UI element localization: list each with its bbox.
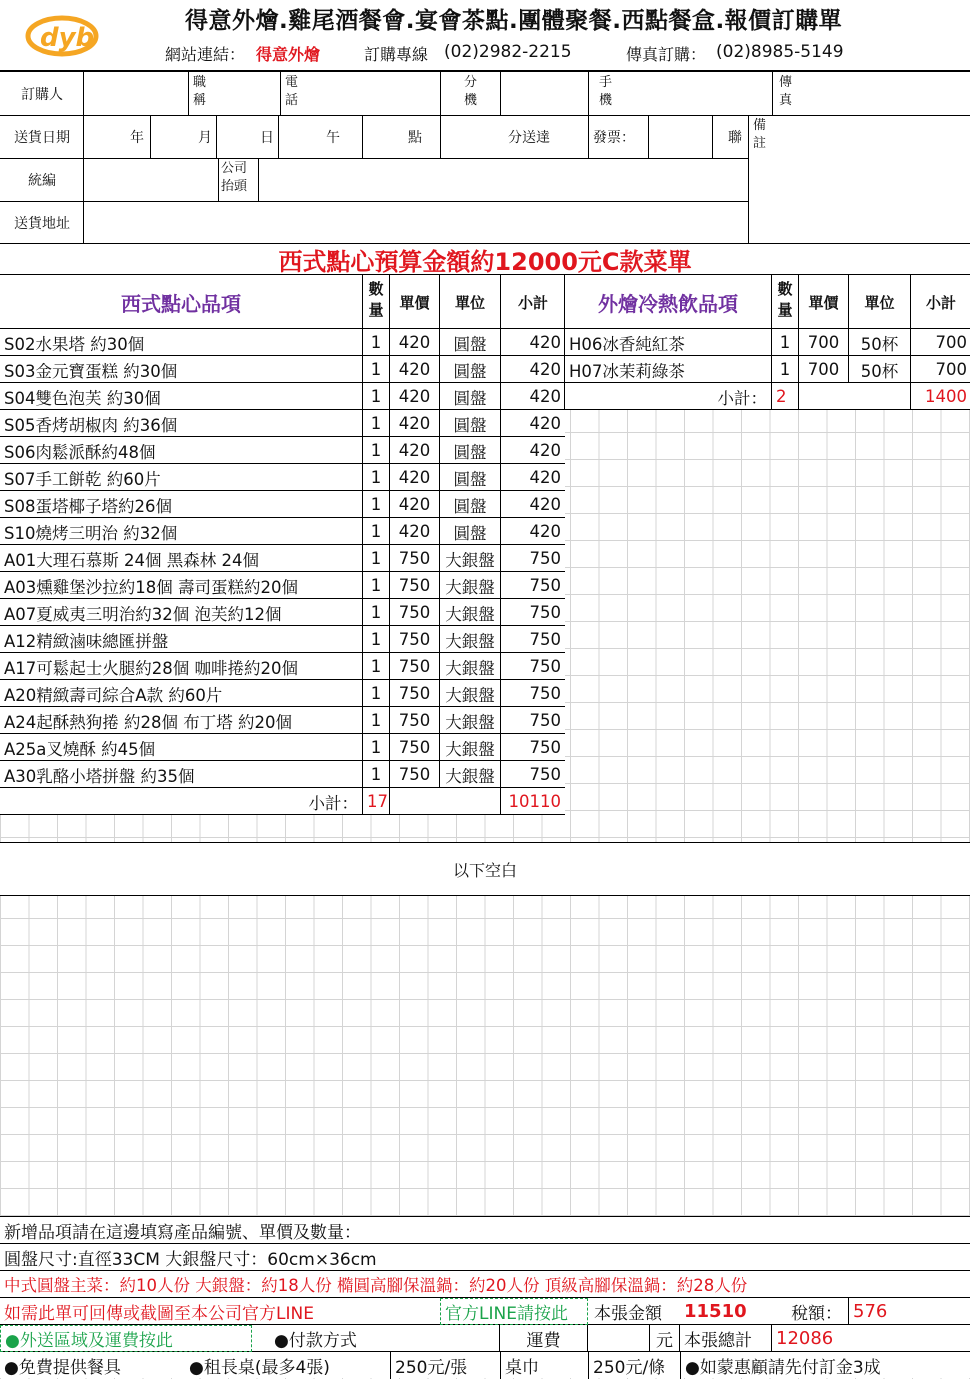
unit-cell: 大銀盤: [439, 761, 500, 788]
price-cell: 750: [389, 626, 439, 653]
subtotal-cell: 750: [500, 734, 565, 761]
qty-cell: 1: [362, 653, 389, 680]
copy-label: 聯: [712, 115, 748, 158]
table-row: [0, 734, 565, 761]
item-cell: S05香烤胡椒肉 約36個: [4, 415, 178, 435]
unit-cell: 大銀盤: [439, 734, 500, 761]
website-label: 網站連結：: [165, 45, 246, 64]
qty-cell: 1: [362, 599, 389, 626]
orderer-field[interactable]: [84, 72, 188, 115]
drink-subtotal-header: 小計: [910, 275, 970, 329]
fax-number: (02)8985-5149: [716, 42, 844, 62]
subtotal-cell: 420: [500, 464, 565, 491]
subtotal-cell: 750: [500, 761, 565, 788]
table-row: [0, 680, 565, 707]
subtotal-cell: 750: [500, 680, 565, 707]
qty-cell: 1: [362, 518, 389, 545]
unit-cell: 圓盤: [439, 329, 500, 356]
menu-title-bar: [0, 244, 970, 275]
qty-cell: 1: [362, 734, 389, 761]
price-cell: 750: [389, 599, 439, 626]
tax-label: 稅額：: [791, 1304, 842, 1324]
price-cell: 750: [389, 761, 439, 788]
fax-label: 傳真訂購：: [626, 45, 707, 64]
invoice-field[interactable]: [648, 115, 712, 158]
subtotal-row: [0, 788, 565, 815]
note-label-2: 註: [753, 136, 767, 151]
qty-cell: 1: [362, 545, 389, 572]
address-label: 送貨地址: [14, 215, 70, 232]
cloth-price: 250元/條: [588, 1352, 680, 1379]
table-row: [565, 329, 970, 356]
subtotal-value: 10110: [500, 788, 565, 815]
tax-value: 576: [848, 1298, 970, 1325]
unit-cell: 50杯: [848, 329, 910, 356]
company-field[interactable]: [258, 158, 748, 201]
unit-cell: 圓盤: [439, 410, 500, 437]
unit-cell: 圓盤: [439, 464, 500, 491]
tax-id-label: 統編: [28, 172, 56, 189]
unit-cell: 圓盤: [439, 383, 500, 410]
price-cell: 750: [389, 707, 439, 734]
item-cell: A17可鬆起士火腿約28個 咖啡捲約20個: [4, 658, 299, 678]
table-row: [0, 626, 565, 653]
qty-cell: 1: [362, 383, 389, 410]
item-cell: A07夏威夷三明治約32個 泡芙約12個: [4, 604, 282, 624]
dessert-item-header: 西式點心品項: [121, 291, 241, 316]
item-cell: S10燒烤三明治 約32個: [4, 523, 178, 543]
title-label: 職 稱: [188, 72, 218, 115]
item-cell: S03金元寶蛋糕 約30個: [4, 361, 178, 381]
plate-size-note: 圓盤尺寸:直徑33CM 大銀盤尺寸：60cm×36cm: [0, 1244, 970, 1271]
unit-cell: 50杯: [848, 356, 910, 383]
deposit-note: ●如蒙惠顧請先付訂金3成: [680, 1352, 970, 1379]
unit-cell: 圓盤: [439, 437, 500, 464]
dessert-price-header: 單價: [389, 275, 439, 329]
table-price: 250元/張: [390, 1352, 500, 1379]
month-label: 月: [150, 115, 216, 158]
item-cell: S07手工餅乾 約60片: [4, 469, 161, 489]
qty-cell: 1: [362, 572, 389, 599]
unit-cell: 大銀盤: [439, 626, 500, 653]
ampm-label: 午: [278, 115, 362, 158]
price-cell: 420: [389, 518, 439, 545]
delivery-date-label: 送貨日期: [14, 129, 70, 146]
qty-cell: 1: [362, 491, 389, 518]
item-cell: S08蛋塔椰子塔約26個: [4, 496, 172, 516]
unit-cell: 圓盤: [439, 491, 500, 518]
qty-cell: 1: [362, 329, 389, 356]
subtotal-cell: 750: [500, 626, 565, 653]
price-cell: 750: [389, 680, 439, 707]
company-label: 公司 抬頭: [218, 158, 258, 201]
footer: [0, 1216, 970, 1378]
price-cell: 420: [389, 491, 439, 518]
price-cell: 420: [389, 329, 439, 356]
table-row: [565, 356, 970, 383]
unit-cell: 大銀盤: [439, 572, 500, 599]
drink-unit-header: 單位: [848, 275, 910, 329]
price-cell: 750: [389, 545, 439, 572]
subtotal-cell: 750: [500, 599, 565, 626]
table-row: [0, 491, 565, 518]
logo-text: dyb: [40, 23, 95, 53]
subtotal-qty: 17: [362, 788, 389, 815]
price-cell: 700: [798, 356, 848, 383]
cloth-label: 桌巾: [500, 1352, 588, 1379]
tax-id-field[interactable]: [84, 158, 218, 201]
subtotal-cell: 420: [500, 437, 565, 464]
unit-cell: 大銀盤: [439, 545, 500, 572]
item-cell: A24起酥熱狗捲 約28個 布丁塔 約20個: [4, 712, 293, 732]
item-cell: H06冰香純紅茶: [569, 334, 685, 354]
amount-label: 本張金額: [594, 1304, 662, 1324]
dessert-table: [0, 275, 565, 815]
qty-cell: 1: [362, 437, 389, 464]
table-row: [0, 437, 565, 464]
menu-title: 西式點心預算金額約12000元C款菜單: [278, 247, 692, 276]
subtotal-label: 小計：: [308, 793, 358, 813]
unit-cell: 大銀盤: [439, 653, 500, 680]
free-tableware-note: ●免費提供餐具: [4, 1358, 121, 1378]
mobile-field[interactable]: [618, 72, 772, 115]
price-cell: 420: [389, 437, 439, 464]
order-line-number: (02)2982-2215: [444, 42, 572, 62]
table-row: [0, 599, 565, 626]
subtotal-row: [565, 383, 970, 410]
payment-link[interactable]: ●付款方式: [270, 1325, 500, 1352]
price-cell: 700: [798, 329, 848, 356]
price-cell: 420: [389, 356, 439, 383]
reply-line-note: 如需此單可回傳或截圖至本公司官方LINE: [4, 1304, 314, 1324]
note-label-1: 備: [753, 118, 767, 133]
item-cell: A20精緻壽司綜合A款 約60片: [4, 685, 223, 705]
qty-cell: 1: [362, 626, 389, 653]
table-row: [0, 383, 565, 410]
qty-cell: 1: [362, 356, 389, 383]
table-row: [0, 464, 565, 491]
subtotal-label: 小計：: [717, 388, 767, 408]
logo: [22, 8, 122, 60]
subtotal-qty: 2: [771, 383, 798, 410]
page-title: 得意外燴.雞尾酒餐會.宴會茶點.團體聚餐.西點餐盒.報價訂購單: [185, 8, 843, 34]
website-link[interactable]: 得意外燴: [256, 45, 321, 64]
table-row: [0, 518, 565, 545]
address-field[interactable]: [84, 201, 748, 244]
subtotal-cell: 420: [500, 518, 565, 545]
day-label: 日: [216, 115, 278, 158]
table-row: [0, 653, 565, 680]
item-cell: A03燻雞堡沙拉約18個 壽司蛋糕約20個: [4, 577, 299, 597]
qty-cell: 1: [362, 707, 389, 734]
unit-cell: 圓盤: [439, 356, 500, 383]
shipping-label: 運費: [500, 1325, 588, 1352]
dessert-qty-header: 數 量: [362, 275, 389, 329]
price-cell: 420: [389, 464, 439, 491]
add-items-note: 新增品項請在這邊填寫產品編號、單價及數量：: [0, 1217, 970, 1244]
subtotal-cell: 420: [500, 410, 565, 437]
item-cell: S04雙色泡芙 約30個: [4, 388, 161, 408]
item-cell: A01大理石慕斯 24個 黑森林 24個: [4, 550, 260, 570]
table-row: [0, 356, 565, 383]
subtotal-cell: 700: [910, 329, 970, 356]
subtotal-cell: 750: [500, 545, 565, 572]
note-area[interactable]: [748, 115, 970, 244]
rent-table-note: ●租長桌(最多4張): [189, 1358, 330, 1378]
subtotal-cell: 750: [500, 653, 565, 680]
unit-cell: 大銀盤: [439, 707, 500, 734]
yuan-label: 元: [650, 1325, 680, 1352]
table-row: [0, 761, 565, 788]
blank-notice: 以下空白: [0, 842, 970, 896]
price-cell: 420: [389, 383, 439, 410]
table-row: [0, 329, 565, 356]
item-cell: S02水果塔 約30個: [4, 334, 145, 354]
subtotal-cell: 420: [500, 329, 565, 356]
subtotal-cell: 420: [500, 356, 565, 383]
phone-field[interactable]: [310, 72, 440, 115]
drink-item-header: 外燴冷熱飲品項: [598, 291, 738, 316]
subtotal-blank: [389, 788, 500, 815]
order-line-label: 訂購專線: [364, 45, 429, 64]
dessert-subtotal-header: 小計: [500, 275, 565, 329]
drink-table: [564, 275, 970, 410]
table-row: [0, 410, 565, 437]
invoice-label: 發票：: [588, 115, 648, 158]
drink-table-header: [565, 275, 970, 329]
arrive-label: 分送達: [440, 115, 588, 158]
drink-price-header: 單價: [798, 275, 848, 329]
table-row: [0, 572, 565, 599]
subtotal-cell: 700: [910, 356, 970, 383]
hour-label: 點: [362, 115, 440, 158]
qty-cell: 1: [362, 464, 389, 491]
subtotal-cell: 420: [500, 383, 565, 410]
customer-form: [0, 70, 970, 244]
ext-label: 分 機: [440, 72, 500, 115]
line-link[interactable]: 官方LINE請按此: [440, 1298, 588, 1325]
year-label: 年: [130, 129, 144, 146]
unit-cell: 大銀盤: [439, 680, 500, 707]
ext-field[interactable]: [500, 72, 588, 115]
price-cell: 750: [389, 653, 439, 680]
dessert-unit-header: 單位: [439, 275, 500, 329]
delivery-area-link[interactable]: ●外送區域及運費按此: [0, 1325, 252, 1352]
price-cell: 750: [389, 734, 439, 761]
qty-cell: 1: [362, 761, 389, 788]
fax-field-label: 傳 真: [772, 72, 802, 115]
item-cell: S06肉鬆派酥約48個: [4, 442, 156, 462]
qty-cell: 1: [362, 410, 389, 437]
table-row: [0, 545, 565, 572]
shipping-field[interactable]: [588, 1325, 650, 1352]
subtotal-blank: [798, 383, 910, 410]
item-cell: A25a叉燒酥 約45個: [4, 739, 156, 759]
item-cell: A30乳酪小塔拼盤 約35個: [4, 766, 195, 786]
servings-note: 中式圓盤主菜：約10人份 大銀盤：約18人份 橢圓高腳保溫鍋：約20人份 頂級高腳保溫鍋：約28人份: [0, 1271, 970, 1298]
price-cell: 750: [389, 572, 439, 599]
item-cell: H07冰茉莉綠茶: [569, 361, 685, 381]
mobile-label: 手 機: [588, 72, 618, 115]
amount-value: 11510: [684, 1301, 747, 1322]
grand-total-value: 12086: [776, 1328, 834, 1349]
qty-cell: 1: [362, 680, 389, 707]
phone-label: 電 話: [280, 72, 310, 115]
subtotal-cell: 420: [500, 491, 565, 518]
item-cell: A12精緻滷味總匯拼盤: [4, 631, 169, 651]
fax-field[interactable]: [802, 72, 970, 115]
subtotal-cell: 750: [500, 572, 565, 599]
title-field[interactable]: [218, 72, 280, 115]
unit-cell: 大銀盤: [439, 599, 500, 626]
price-cell: 420: [389, 410, 439, 437]
header: [0, 0, 970, 70]
grand-total-label: 本張總計: [680, 1325, 772, 1352]
qty-cell: 1: [771, 356, 798, 383]
dessert-table-header: [0, 275, 565, 329]
qty-cell: 1: [771, 329, 798, 356]
orderer-label: 訂購人: [21, 86, 63, 103]
subtotal-cell: 750: [500, 707, 565, 734]
table-row: [0, 707, 565, 734]
drink-qty-header: 數 量: [771, 275, 798, 329]
subtotal-value: 1400: [910, 383, 970, 410]
unit-cell: 圓盤: [439, 518, 500, 545]
